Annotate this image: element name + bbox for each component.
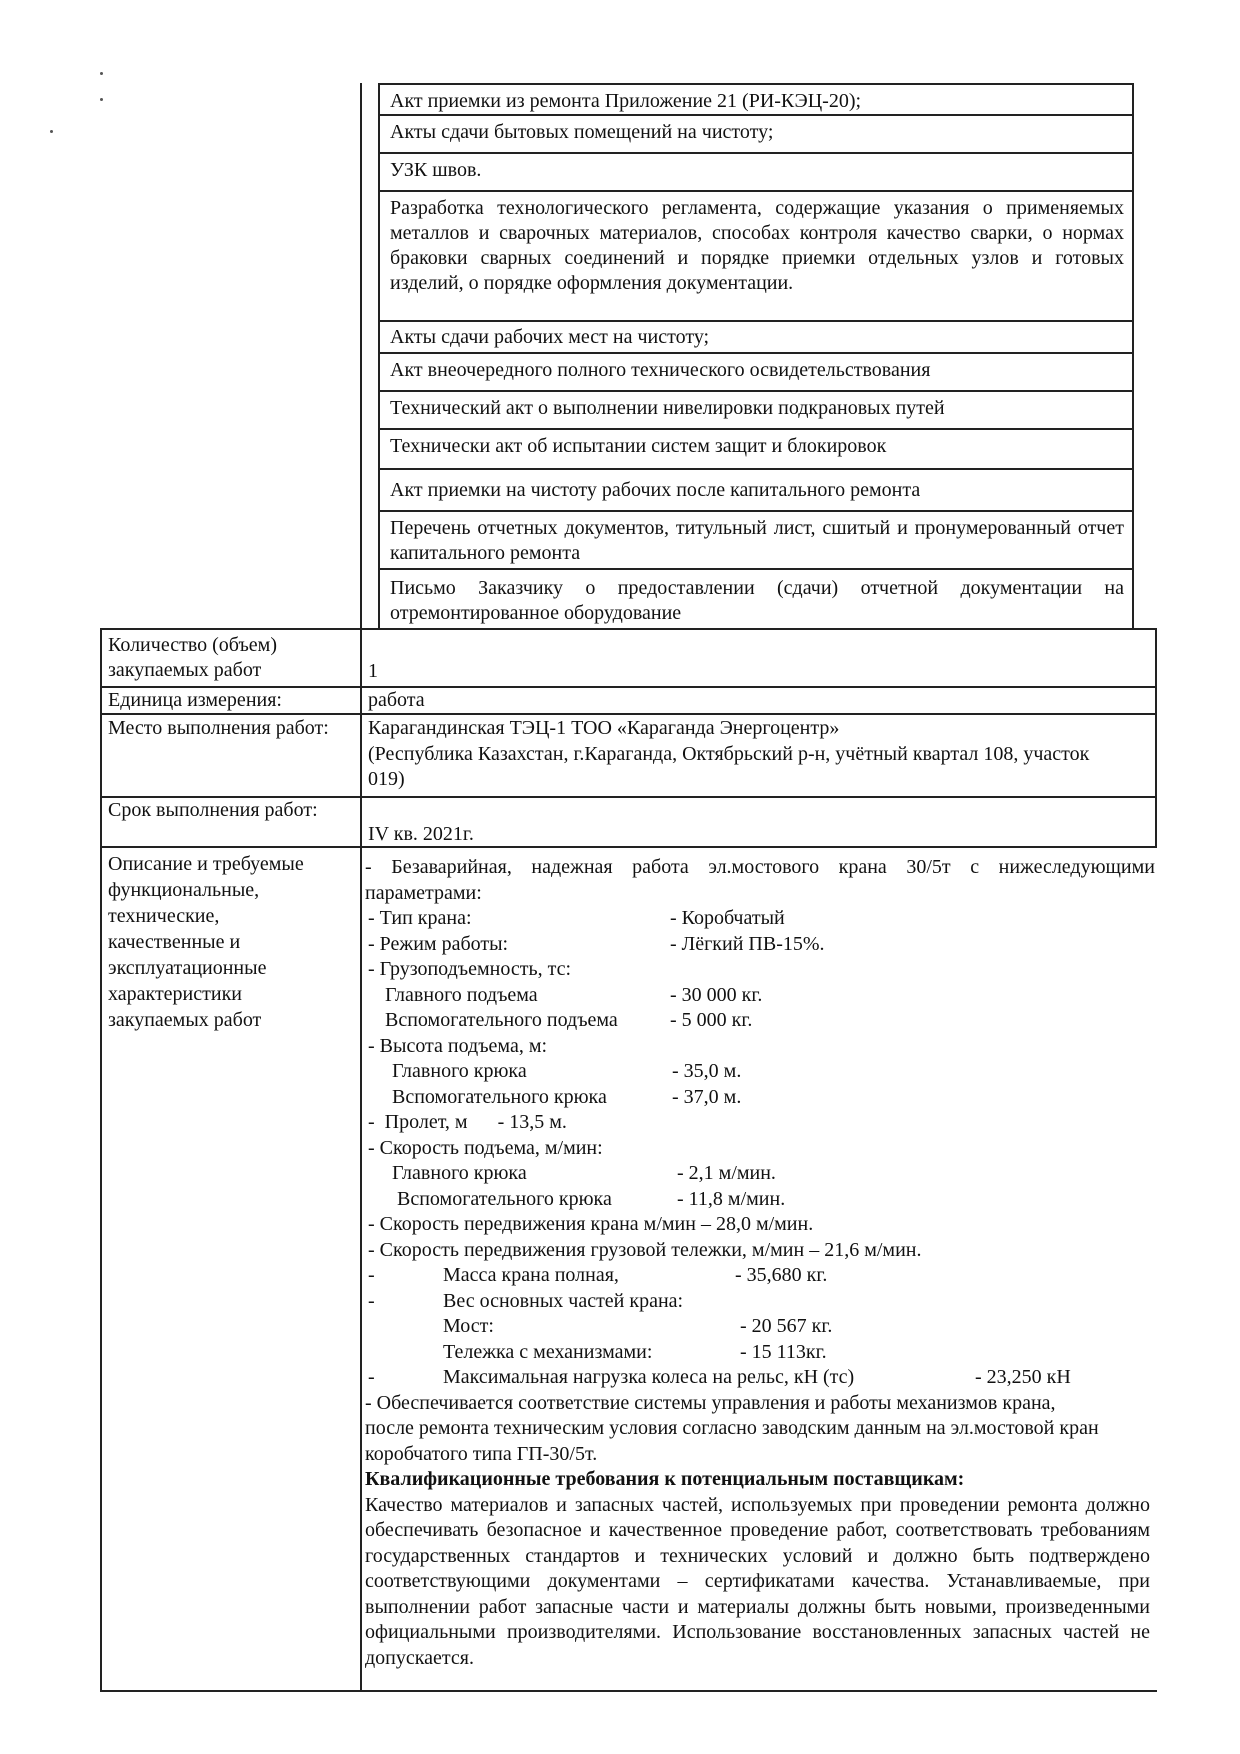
aux-hook-speed: - 11,8 м/мин.: [677, 1187, 786, 1210]
main-hook-label: Главного крюка: [392, 1060, 527, 1082]
parts-label: Вес основных частей крана:: [443, 1289, 684, 1312]
place-label: Место выполнения работ:: [108, 717, 329, 739]
mode-value: - Лёгкий ПВ-15%.: [670, 932, 825, 955]
aux-lift-label: Вспомогательного подъема: [385, 1009, 618, 1031]
place-value-line-1: Карагандинская ТЭЦ-1 ТОО «Караганда Энергоцентр»: [368, 717, 840, 739]
wheel-load-label: Максимальная нагрузка колеса на рельс, кН (тс): [443, 1366, 855, 1388]
quantity-value: 1: [368, 660, 378, 682]
dash-marker: -: [368, 1366, 375, 1388]
scan-mark: [50, 130, 53, 133]
document-item: Акты сдачи рабочих мест на чистоту;: [378, 322, 1134, 354]
aux-hook-speed-label: Вспомогательного крюка: [397, 1187, 612, 1210]
document-item: Перечень отчетных документов, титульный лист, сшитый и пронумерованный отчет капитального ремонта: [378, 512, 1134, 570]
aux-hook-height: - 37,0 м.: [672, 1085, 742, 1108]
capacity-label: - Грузоподъемность, тс:: [368, 958, 572, 980]
document-item: Разработка технологического регламента, содержащие указания о применяемых металлов и сварочных материалов, способах контроля качество сварки, о нормах браковки сварных соединений и порядке приемки отдельных узлов и готовых изделий, о порядке оформления документации.: [378, 192, 1134, 322]
unit-label: Единица измерения:: [108, 689, 282, 711]
reporting-documents-list: [378, 83, 1134, 630]
qualification-heading: Квалификационные требования к потенциальным поставщикам:: [365, 1468, 965, 1490]
document-item: Акт внеочередного полного технического освидетельствования: [378, 354, 1134, 392]
unit-value: работа: [368, 689, 425, 711]
height-label: - Высота подъема, м:: [368, 1034, 548, 1057]
quantity-label: Количество (объем) закупаемых работ: [108, 634, 277, 681]
main-hook-speed: - 2,1 м/мин.: [677, 1162, 776, 1184]
document-item: Акт приемки на чистоту рабочих после капитального ремонта: [378, 470, 1134, 512]
qualification-text: Качество материалов и запасных частей, используемых при проведении ремонта должно обеспечивать безопасное и качественное проведение работ, соответствовать требованиям государственных стандартов и технических условий и должно быть подтверждено соответствующими документами – сертификатами качества. Устанавливаемые, при выполнении работ запасные части и материалы должны быть новыми, произведенными официальными производителями. Использование восстановленных запасных частей не допускается.: [365, 1493, 1150, 1669]
document-item: Письмо Заказчику о предоставлении (сдачи) отчетной документации на отремонтированное оборудование: [378, 570, 1134, 630]
crane-type-value: - Коробчатый: [670, 907, 785, 929]
main-hook-speed-label: Главного крюка: [392, 1162, 527, 1184]
crane-travel-speed: - Скорость передвижения крана м/мин – 28,0 м/мин.: [368, 1213, 814, 1235]
aux-hook-label: Вспомогательного крюка: [392, 1085, 607, 1108]
aux-lift-value: - 5 000 кг.: [670, 1009, 753, 1031]
mass-value: - 35,680 кг.: [735, 1264, 828, 1286]
dash-marker: -: [368, 1264, 375, 1286]
bridge-value: - 20 567 кг.: [740, 1315, 833, 1337]
table-right-border: [1155, 628, 1157, 848]
main-hook-height: - 35,0 м.: [672, 1060, 742, 1082]
crane-type-label: - Тип крана:: [368, 907, 472, 929]
compliance-text: - Обеспечивается соответствие системы управления и работы механизмов крана, после ремонта техническим условия согласно заводским данным на эл.мостовой кран коробчатого типа ГП-30/5т.: [365, 1391, 1099, 1465]
wheel-load-value: - 23,250 кН: [975, 1366, 1071, 1388]
main-lift-label: Главного подъема: [385, 983, 538, 1006]
row-divider: [100, 846, 1157, 848]
dash-marker: -: [368, 1289, 375, 1312]
document-item: УЗК швов.: [378, 154, 1134, 192]
trolley-travel-speed: - Скорость передвижения грузовой тележки, м/мин – 21,6 м/мин.: [368, 1238, 922, 1261]
trolley-label: Тележка с механизмами:: [443, 1340, 653, 1363]
bridge-label: Мост:: [443, 1315, 494, 1337]
document-item: Акты сдачи бытовых помещений на чистоту;: [378, 116, 1134, 154]
span-row: - Пролет, м - 13,5 м.: [368, 1111, 567, 1133]
scan-mark: [100, 72, 103, 75]
table-bottom-border: [100, 1690, 1157, 1692]
row-divider: [100, 713, 1157, 715]
table-column-divider: [360, 83, 362, 1690]
main-lift-value: - 30 000 кг.: [670, 983, 763, 1006]
term-value: IV кв. 2021г.: [368, 823, 474, 845]
document-item: Акт приемки из ремонта Приложение 21 (РИ-КЭЦ-20);: [378, 83, 1134, 116]
mode-label: - Режим работы:: [368, 932, 509, 955]
description-label: Описание и требуемые функциональные, технические, качественные и эксплуатационные характеристики закупаемых работ: [108, 853, 304, 1031]
document-item: Технический акт о выполнении нивелировки подкрановых путей: [378, 392, 1134, 430]
document-item: Технически акт об испытании систем защит и блокировок: [378, 430, 1134, 470]
term-label: Срок выполнения работ:: [108, 799, 318, 821]
place-value-line-2: (Республика Казахстан, г.Караганда, Октябрьский р-н, учётный квартал 108, участок 019): [368, 743, 1090, 790]
trolley-value: - 15 113кг.: [740, 1340, 827, 1363]
speed-label: - Скорость подъема, м/мин:: [368, 1136, 603, 1159]
table-left-border: [100, 630, 102, 1690]
scan-mark: [100, 98, 103, 101]
crane-specification: [365, 855, 1155, 1671]
spec-intro: - Безаварийная, надежная работа эл.мостового крана 30/5т с нижеследующими параметрами:: [365, 856, 1155, 904]
mass-label: Масса крана полная,: [443, 1264, 619, 1286]
